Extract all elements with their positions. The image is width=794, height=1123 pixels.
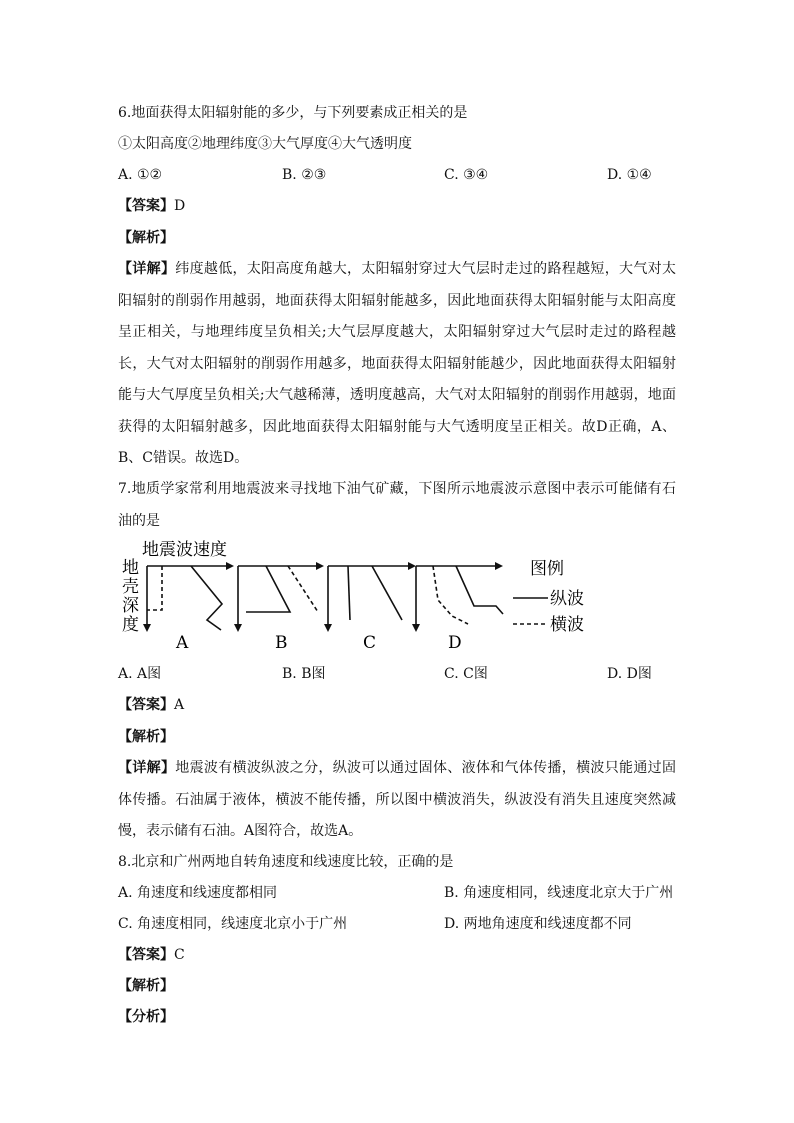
q6-option-b: B. ②③ — [282, 167, 327, 183]
q7-stem: 7.地质学家常利用地震波来寻找地下油气矿藏，下图所示地震波示意图中表示可能储有石油的是 — [118, 481, 676, 529]
q7-detail-text: 地震波有横波纵波之分，纵波可以通过固体、液体和气体传播，横波只能通过固体传播。石油属于液体，横波不能传播，所以图中横波消失，纵波没有消失且速度突然减慢，表示储有石油。A图符合，故选A。 — [118, 760, 677, 839]
legend-title: 图例 — [530, 559, 564, 579]
figure-y-title-2: 壳 — [122, 577, 139, 597]
panel-d — [412, 562, 503, 632]
q8-fenxi-tag: 【分析】 — [118, 1009, 174, 1025]
panel-c — [324, 562, 416, 632]
q8-stem: 8.北京和广州两地自转角速度和线速度比较，正确的是 — [118, 854, 454, 870]
seismic-wave-figure — [118, 538, 598, 654]
q7-answer: A — [174, 697, 185, 713]
q6-stem: 6.地面获得太阳辐射能的多少，与下列要素成正相关的是 — [118, 105, 468, 121]
panel-b — [234, 562, 324, 632]
detail-tag: 【详解】 — [118, 261, 176, 277]
panel-label-a: A — [176, 633, 189, 653]
q8-option-b: B. 角速度相同，线速度北京大于广州 — [444, 885, 674, 901]
q6-detail-text: 纬度越低，太阳高度角越大，太阳辐射穿过大气层时走过的路程越短，大气对太阳辐射的削弱作用越弱，地面获得太阳辐射能越多，因此地面获得太阳辐射能与太阳高度呈正相关，与地理纬度呈负相关;大气层厚度越大，太阳辐射穿过大气层时走过的路程越长，大气对太阳辐射的削弱作用越多，地面获得太阳辐射能越少，因此地面获得太阳辐射能与大气厚度呈负相关;大气越稀薄，透明度越高，大气对太阳辐射的削弱作用越弱，地面获得的太阳辐射越多，因此地面获得太阳辐射能与大气透明度呈正相关。故D正确，A、B、C错误。故选D。 — [118, 261, 677, 466]
q8-option-d: D. 两地角速度和线速度都不同 — [444, 916, 632, 932]
q7-analysis-tag: 【解析】 — [118, 729, 174, 745]
q8-answer-line — [118, 945, 185, 965]
q7-option-b: B. B图 — [282, 666, 326, 682]
q7-option-d: D. D图 — [607, 666, 652, 682]
q6-option-c: C. ③④ — [444, 167, 489, 183]
q6-option-a: A. ①② — [118, 167, 163, 183]
answer-tag: 【答案】 — [118, 947, 174, 963]
q6-factors: ①太阳高度②地理纬度③大气厚度④大气透明度 — [118, 136, 412, 152]
panel-a — [143, 562, 234, 632]
q7-answer-line — [118, 695, 184, 715]
figure-x-title: 地震波速度 — [142, 540, 227, 560]
legend-item-transverse: 横波 — [550, 615, 584, 635]
q8-answer: C — [174, 947, 185, 963]
q7-option-a: A. A图 — [118, 666, 162, 682]
legend-item-longitudinal: 纵波 — [550, 589, 584, 609]
panel-label-b: B — [275, 633, 288, 653]
q7-detail-paragraph — [118, 753, 676, 848]
q6-option-d: D. ①④ — [607, 167, 652, 183]
figure-y-title-1: 地 — [122, 558, 139, 578]
q6-answer-line — [118, 196, 185, 216]
figure-y-title-3: 深 — [122, 596, 139, 616]
q6-answer: D — [174, 198, 186, 214]
q8-option-c: C. 角速度相同，线速度北京小于广州 — [118, 916, 348, 932]
panel-label-c: C — [363, 633, 377, 653]
q8-option-a: A. 角速度和线速度都相同 — [118, 885, 278, 901]
answer-tag: 【答案】 — [118, 697, 174, 713]
detail-tag: 【详解】 — [118, 760, 176, 776]
q6-analysis-tag: 【解析】 — [118, 230, 174, 246]
figure-y-title-4: 度 — [122, 615, 139, 635]
panel-label-d: D — [448, 633, 462, 653]
answer-tag: 【答案】 — [118, 198, 174, 214]
q7-option-c: C. C图 — [444, 666, 488, 682]
q6-detail-paragraph — [118, 254, 676, 475]
q8-analysis-tag: 【解析】 — [118, 978, 174, 994]
